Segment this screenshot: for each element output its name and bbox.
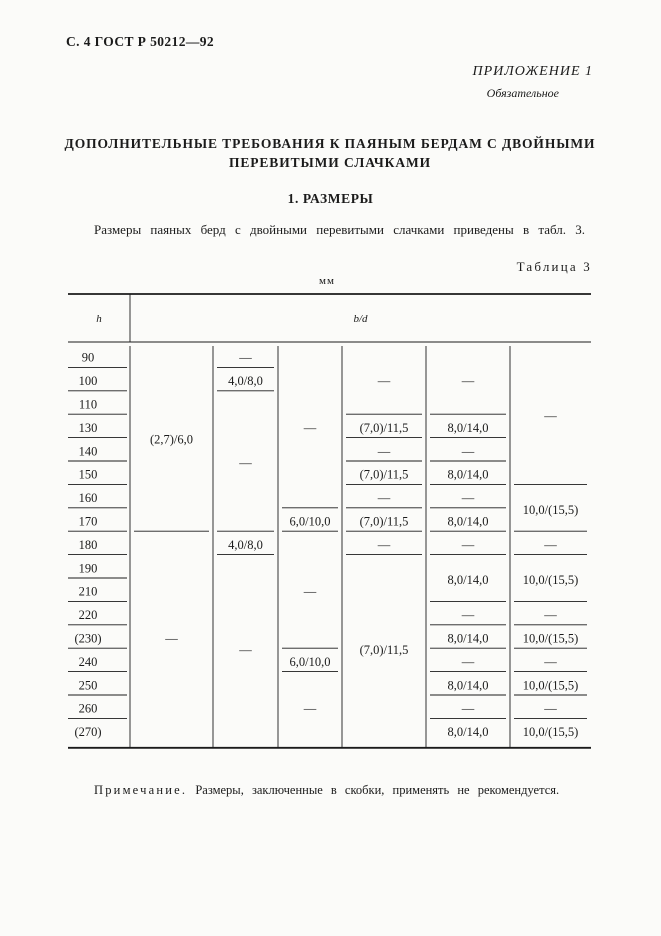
h-value-cell: 100 [78,374,98,389]
bd-value-cell: (7,0)/11,5 [359,643,409,658]
bd-value-cell: — [377,374,391,389]
appendix-label: ПРИЛОЖЕНИЕ 1 [472,64,593,79]
bd-value-cell: 8,0/14,0 [447,420,489,435]
bd-value-cell: — [377,491,391,506]
h-value-cell: 140 [78,444,98,459]
bd-value-cell: 8,0/14,0 [447,573,489,587]
h-value-cell: (270) [74,725,102,740]
bd-value-cell: (7,0)/11,5 [359,467,409,482]
h-value-cell: 150 [78,467,98,482]
h-value-cell: 130 [78,420,98,435]
h-value-cell: 220 [78,608,98,623]
h-value-cell: 190 [78,561,98,576]
bd-value-cell: — [461,374,475,389]
appendix-status: Обязательное [486,86,559,100]
bd-value-cell: 8,0/14,0 [447,725,489,740]
bd-value-cell: 10,0/(15,5) [522,725,579,740]
h-value-cell: 250 [78,678,98,693]
h-value-cell: 160 [78,491,98,506]
table-caption: Таблица 3 [516,259,592,274]
bd-value-cell: 10,0/(15,5) [522,502,579,517]
h-value-cell: 110 [78,397,98,412]
bd-value-cell: 8,0/14,0 [447,631,489,646]
document-title: ДОПОЛНИТЕЛЬНЫЕ ТРЕБОВАНИЯ К ПАЯНЫМ БЕРДАМ С ДВОЙНЫМИ ПЕРЕВИТЫМИ СЛАЧКАМИ [64,136,596,170]
bd-value-cell: — [544,409,557,424]
bd-value-cell: — [303,584,317,599]
bd-value-cell: — [239,456,252,470]
h-value-cell: 90 [81,350,95,365]
bd-value-cell: — [461,491,475,506]
bd-value-cell: 10,0/(15,5) [522,573,579,587]
column-header-bd: b/d [353,313,368,325]
bd-value-cell: 6,0/10,0 [289,654,331,669]
bd-value-cell: — [544,654,557,669]
bd-value-cell: — [377,537,391,552]
bd-value-cell: 4,0/8,0 [228,374,263,389]
bd-value-cell: — [303,701,317,716]
bd-value-cell: — [239,350,252,365]
bd-value-cell: — [544,608,557,623]
bd-value-cell: — [239,643,252,658]
table-note [68,780,592,800]
note-text: Размеры, заключенные в скобки, применять не рекомендуется. [187,783,560,797]
table-unit: мм [319,275,335,287]
bd-value-cell: — [461,608,475,623]
bd-value-cell: (2,7)/6,0 [149,432,194,447]
bd-value-cell: 10,0/(15,5) [522,631,579,646]
h-value-cell: 210 [78,584,98,599]
bd-value-cell: 6,0/10,0 [289,514,331,529]
bd-value-cell: (7,0)/11,5 [359,514,409,529]
bd-value-cell: (7,0)/11,5 [359,420,409,435]
bd-value-cell: — [303,420,317,435]
bd-value-cell: 8,0/14,0 [447,467,489,482]
bd-value-cell: — [461,654,475,669]
intro-paragraph: Размеры паяных берд с двойными перевитыми слачками приведены в табл. 3. [94,222,585,237]
note-label: Примечание. [94,783,188,797]
h-value-cell: 180 [78,537,98,552]
bd-value-cell: 8,0/14,0 [447,514,489,529]
column-header-h: h [96,313,102,325]
bd-value-cell: — [461,537,475,552]
h-value-cell: 260 [78,701,98,716]
bd-value-cell: — [544,701,557,716]
bd-value-cell: — [461,444,475,459]
h-value-cell: (230) [74,631,102,646]
bd-value-cell: — [377,444,391,459]
bd-value-cell: — [461,701,475,716]
h-value-cell: 170 [78,514,98,529]
bd-value-cell: — [544,537,557,552]
page-header: С. 4 ГОСТ Р 50212—92 [66,34,215,49]
h-value-cell: 240 [78,654,98,669]
bd-value-cell: 8,0/14,0 [447,678,489,693]
bd-value-cell: 4,0/8,0 [228,537,263,552]
bd-value-cell: 10,0/(15,5) [522,678,579,693]
bd-value-cell: — [165,631,178,646]
section-heading: 1. РАЗМЕРЫ [287,191,374,206]
